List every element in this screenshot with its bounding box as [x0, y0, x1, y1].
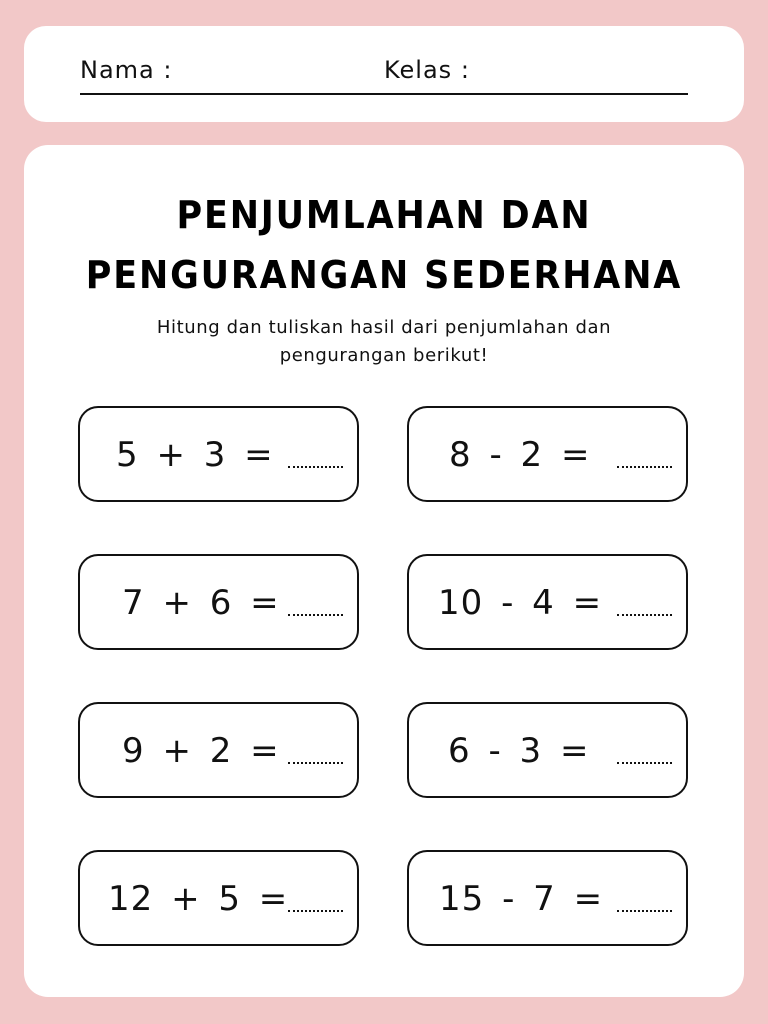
problem-expression: 8 - 2 =	[449, 435, 591, 475]
answer-blank[interactable]	[617, 762, 672, 764]
instruction-line-2: pengurangan berikut!	[279, 345, 489, 366]
worksheet-card	[24, 145, 744, 997]
problem-expression: 5 + 3 =	[116, 435, 274, 475]
problem-box	[407, 702, 688, 798]
instruction-text	[24, 314, 744, 370]
problem-box	[407, 554, 688, 650]
problem-expression: 10 - 4 =	[438, 583, 603, 623]
answer-blank[interactable]	[288, 466, 343, 468]
problem-box	[407, 406, 688, 502]
problem-expression: 7 + 6 =	[122, 583, 280, 623]
answer-blank[interactable]	[617, 614, 672, 616]
problem-expression: 12 + 5 =	[108, 879, 289, 919]
student-info-card	[24, 26, 744, 122]
problem-expression: 9 + 2 =	[122, 731, 280, 771]
problem-box	[407, 850, 688, 946]
class-label: Kelas :	[384, 56, 470, 84]
answer-blank[interactable]	[288, 762, 343, 764]
name-class-write-line[interactable]	[80, 93, 688, 95]
instruction-line-1: Hitung dan tuliskan hasil dari penjumlahan dan	[156, 317, 612, 338]
problem-box	[78, 554, 359, 650]
problem-box	[78, 850, 359, 946]
worksheet-title-line-2: PENGURANGAN SEDERHANA	[85, 253, 683, 297]
answer-blank[interactable]	[288, 614, 343, 616]
answer-blank[interactable]	[617, 466, 672, 468]
problem-expression: 6 - 3 =	[448, 731, 590, 771]
problem-expression: 15 - 7 =	[439, 879, 604, 919]
answer-blank[interactable]	[617, 910, 672, 912]
answer-blank[interactable]	[288, 910, 343, 912]
problem-box	[78, 406, 359, 502]
worksheet-title-line-1: PENJUMLAHAN DAN	[176, 193, 592, 237]
problem-box	[78, 702, 359, 798]
name-label: Nama :	[80, 56, 173, 84]
